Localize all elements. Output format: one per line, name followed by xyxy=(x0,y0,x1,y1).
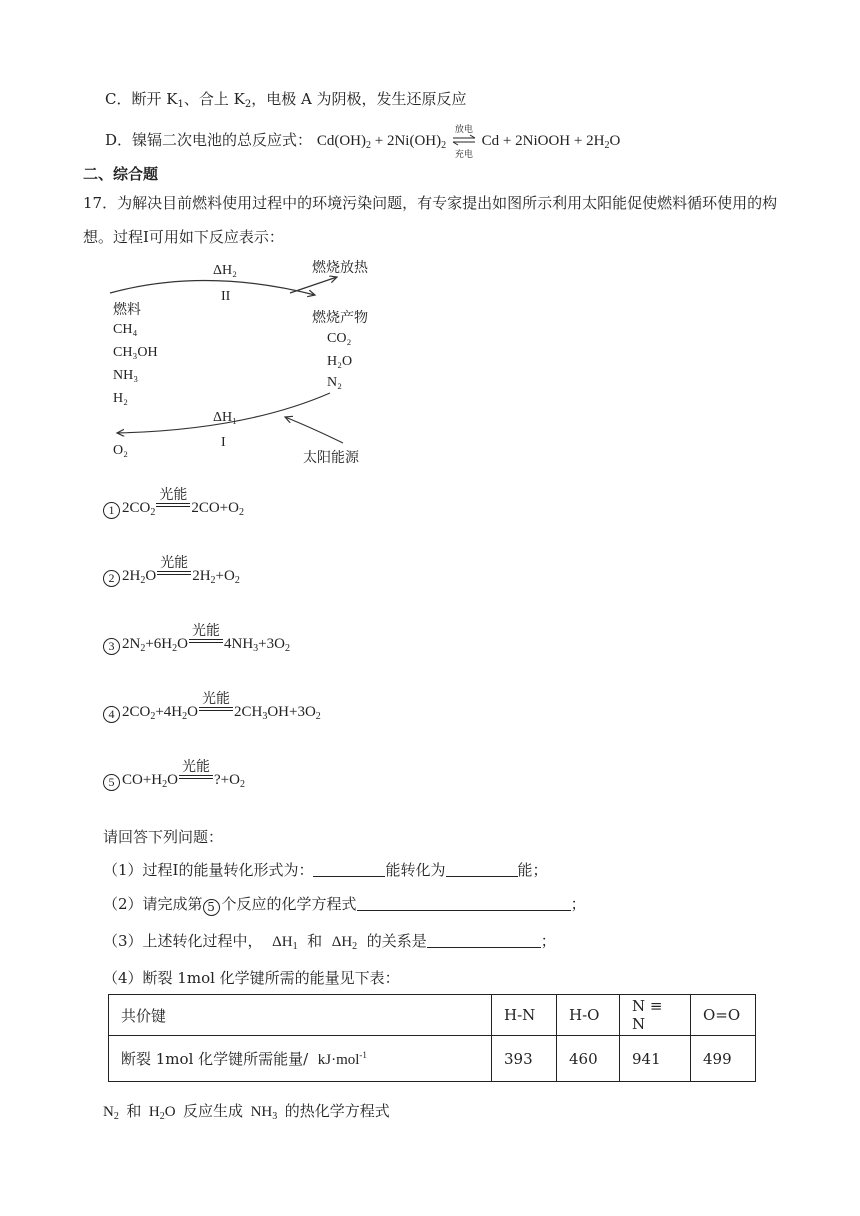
fuel-label: 燃料 xyxy=(113,303,141,318)
reaction-1: 1 $2CO_2$ 光能 $2CO+O_2$ xyxy=(103,500,244,519)
bond-header: O=O xyxy=(691,995,756,1036)
heat-label: 燃烧放热 xyxy=(312,261,368,276)
reaction-3: 3 $2N_2+6H_2O$ 光能 $4NH_3+3O_2$ xyxy=(103,636,290,655)
option-d-prefix: D．镍镉二次电池的总反应式： xyxy=(105,131,313,149)
bond-value: 941 xyxy=(620,1036,691,1082)
bond-value: 499 xyxy=(691,1036,756,1082)
reaction-2: 2 $2H_2O$ 光能 $2H_2+O_2$ xyxy=(103,568,240,587)
last-line: $N_2$ 和 $H_2O$ 反应生成 $NH_3$ 的热化学方程式 xyxy=(103,1102,390,1122)
reaction-4: 4 $2CO_2+4H_2O$ 光能 $2CH_3OH+3O_2$ xyxy=(103,704,321,723)
fuel-item: CH₄ xyxy=(113,322,138,337)
header-label: 共价键 xyxy=(109,995,492,1036)
o2-label: O₂ xyxy=(113,443,128,458)
reaction-number: 1 xyxy=(103,502,120,519)
q17-line1: 17．为解决目前燃料使用过程中的环境污染问题，有专家提出如图所示利用太阳能促使燃料循环使用的构 xyxy=(83,194,778,212)
q4: （4）断裂 1mol 化学键所需的能量见下表： xyxy=(103,969,400,987)
q17-line2: 想。过程Ⅰ可用如下反应表示： xyxy=(83,228,284,246)
row-label: 断裂 1mol 化学键所需能量/ kJ·mol$^{-1}$ xyxy=(109,1036,492,1082)
product-item: CO₂ xyxy=(327,331,352,346)
answer-blank[interactable] xyxy=(357,896,571,911)
reaction-number: 5 xyxy=(103,774,120,791)
solar-label: 太阳能源 xyxy=(303,451,359,466)
answer-blank[interactable] xyxy=(313,862,385,877)
reaction-number: 3 xyxy=(103,638,120,655)
fuel-item: NH₃ xyxy=(113,368,139,383)
product-item: H₂O xyxy=(327,354,353,369)
option-d-right: Cd + 2NiOOH + $2H_2O$ xyxy=(481,133,621,151)
discharge-label: 放电 xyxy=(454,125,473,135)
process-2-label: II xyxy=(221,289,231,304)
answer-blank[interactable] xyxy=(427,933,541,948)
dh2-label: ΔH₂ xyxy=(213,263,237,278)
reaction-number: 4 xyxy=(103,706,120,723)
answer-blank[interactable] xyxy=(446,862,518,877)
q3: （3）上述转化过程中， $\Delta H_1$ 和 $\Delta H_2$ 的关系是 ； xyxy=(103,932,556,952)
option-d-left: $Cd(OH)_2 + 2Ni(OH)_2$ xyxy=(316,133,447,151)
reaction-number: 2 xyxy=(103,570,120,587)
condition-label: 光能 xyxy=(201,691,230,707)
bond-value: 393 xyxy=(492,1036,557,1082)
bond-value: 460 xyxy=(557,1036,620,1082)
product-label: 燃烧产物 xyxy=(312,311,368,326)
fuel-item: H₂ xyxy=(113,391,128,406)
prompt: 请回答下列问题： xyxy=(103,828,224,846)
section-title: 二、综合题 xyxy=(83,165,159,183)
reaction-5: 5 $CO+H_2O$ 光能 $?+O_2$ xyxy=(103,772,245,791)
option-d xyxy=(105,125,621,160)
bond-energy-table xyxy=(108,994,756,1082)
product-item: N₂ xyxy=(327,375,342,390)
condition-label: 光能 xyxy=(181,759,210,775)
option-c: C．断开 $K_1$、合上 $K_2$，电极 A 为阴极，发生还原反应 xyxy=(105,90,467,110)
condition-label: 光能 xyxy=(191,623,220,639)
q1: （1）过程Ⅰ的能量转化形式为： 能转化为 能； xyxy=(103,861,548,879)
bond-header: N ≡ N xyxy=(620,995,691,1036)
condition-label: 光能 xyxy=(159,487,188,503)
condition-label: 光能 xyxy=(160,555,189,571)
charge-label: 充电 xyxy=(454,150,473,160)
bond-header: H-O xyxy=(557,995,620,1036)
q2: （2）请完成第 5 个反应的化学方程式 ； xyxy=(103,895,586,914)
bond-header: H-N xyxy=(492,995,557,1036)
reversible-arrow xyxy=(451,125,477,160)
circled-number: 5 xyxy=(203,899,220,916)
dh1-label: ΔH₁ xyxy=(213,410,237,425)
fuel-cycle-diagram xyxy=(105,255,395,465)
process-1-label: I xyxy=(221,435,226,450)
fuel-item: CH₃OH xyxy=(113,345,158,360)
